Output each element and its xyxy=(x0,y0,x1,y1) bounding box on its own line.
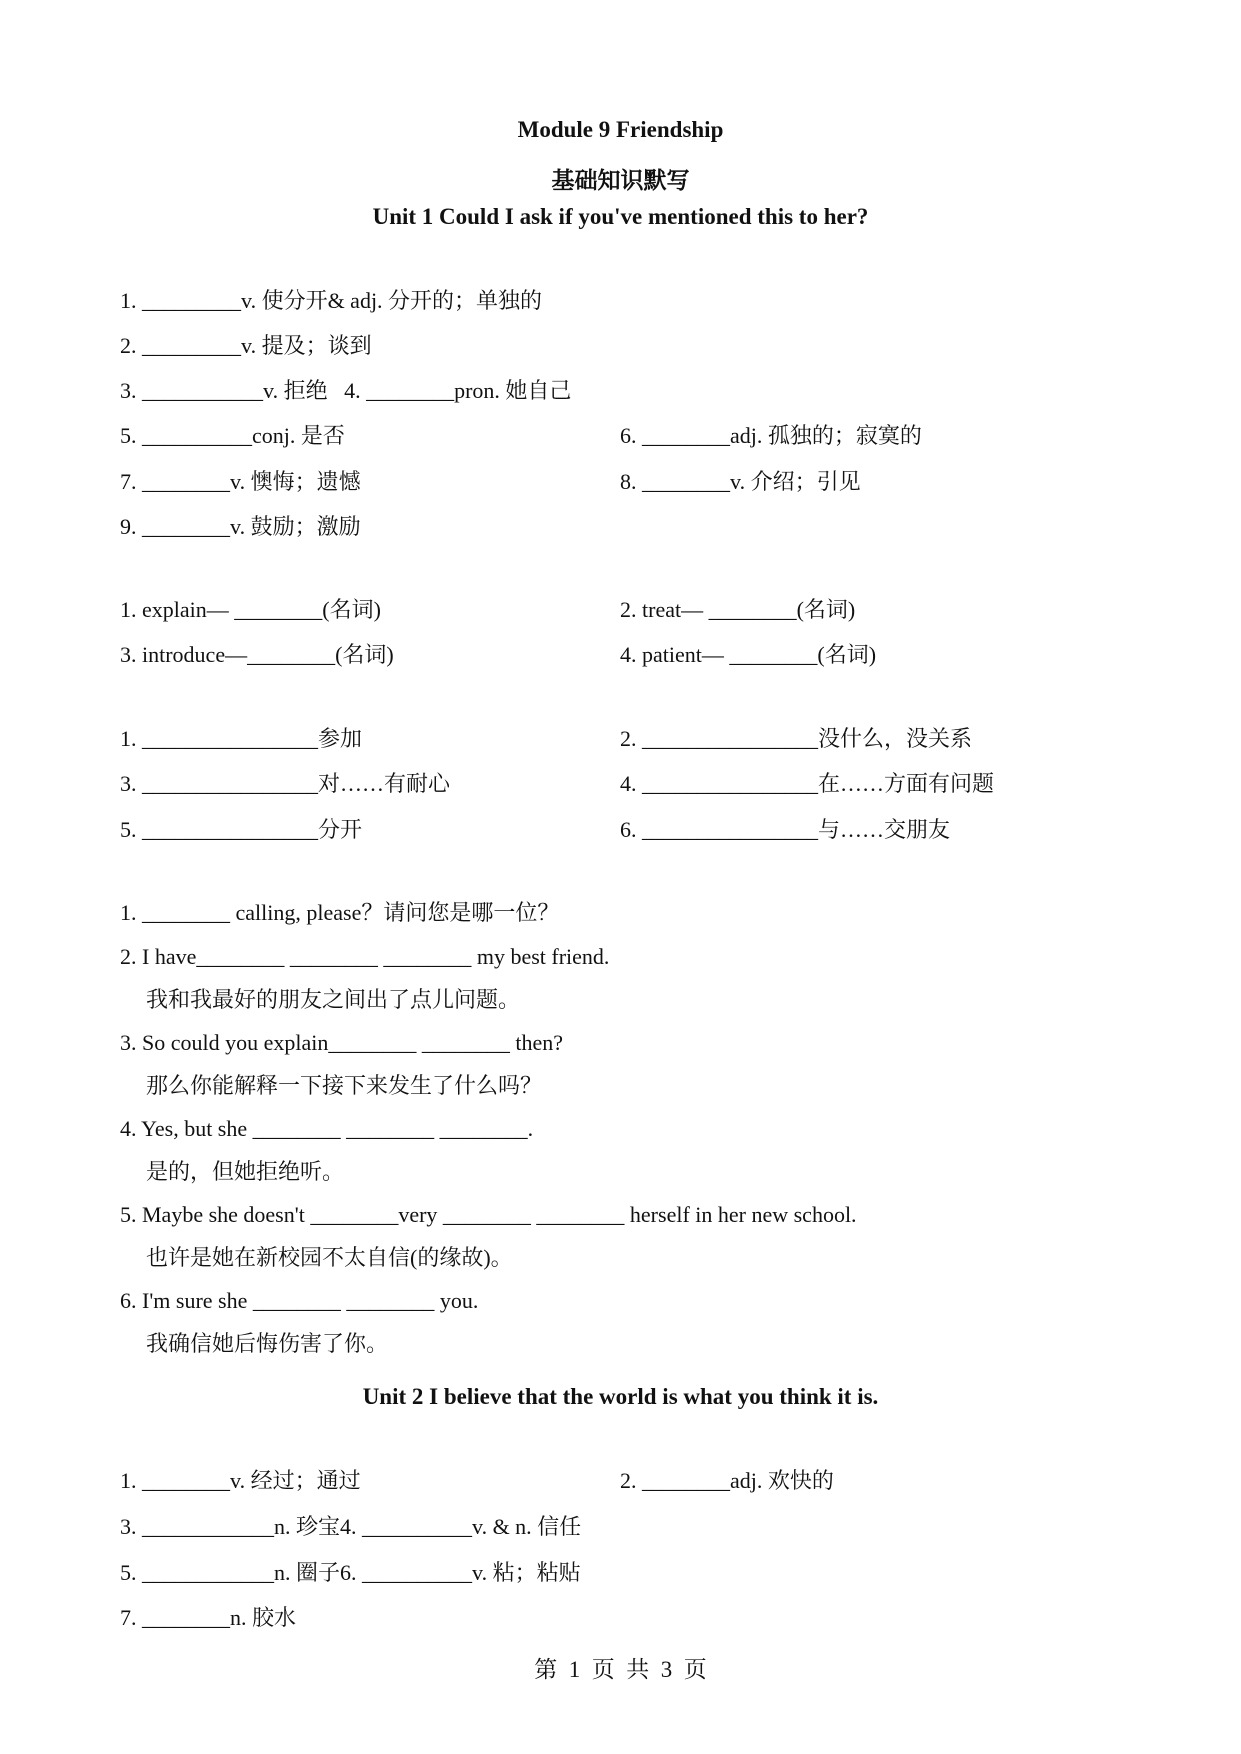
unit1-phrase-item: 2. ________________没什么，没关系 xyxy=(620,726,973,751)
unit1-wordform-item: 1. explain— ________(名词) xyxy=(120,597,381,622)
unit2-vocab-item: 1. ________v. 经过；通过 xyxy=(120,1468,361,1493)
unit1-phrase-item: 6. ________________与……交朋友 xyxy=(620,817,951,842)
unit1-sentence-zh: 我确信她后悔伤害了你。 xyxy=(146,1331,389,1356)
unit2-vocab-item: 3. ____________n. 珍宝4. __________v. & n. 信任 xyxy=(120,1514,582,1539)
unit1-sentence-en: 2. I have________ ________ ________ my best friend. xyxy=(120,944,610,969)
unit1-wordform-item: 4. patient— ________(名词) xyxy=(620,642,877,667)
page-footer: 第 1 页 共 3 页 xyxy=(534,1657,707,1682)
unit1-wordform-item: 2. treat— ________(名词) xyxy=(620,597,856,622)
unit1-sentence-en: 6. I'm sure she ________ ________ you. xyxy=(120,1288,479,1313)
unit1-sentence-en: 3. So could you explain________ ________ then? xyxy=(120,1030,564,1055)
unit1-wordform-item: 3. introduce—________(名词) xyxy=(120,642,394,667)
unit1-sentence-en: 4. Yes, but she ________ ________ ________. xyxy=(120,1116,534,1141)
unit1-phrase-item: 3. ________________对……有耐心 xyxy=(120,771,451,796)
unit2-vocab-item: 5. ____________n. 圈子6. __________v. 粘；粘贴 xyxy=(120,1560,581,1585)
unit2-vocab-item: 2. ________adj. 欢快的 xyxy=(620,1468,834,1493)
unit1-sentence-zh: 是的，但她拒绝听。 xyxy=(146,1159,345,1184)
page-title: Module 9 Friendship xyxy=(517,117,724,142)
unit1-sentence-zh: 我和我最好的朋友之间出了点儿问题。 xyxy=(146,987,521,1012)
unit1-vocab-item: 3. ___________v. 拒绝 4. ________pron. 她自己 xyxy=(120,378,572,403)
unit1-vocab-item: 9. ________v. 鼓励；激励 xyxy=(120,514,361,539)
unit1-vocab-item: 2. _________v. 提及；谈到 xyxy=(120,333,372,358)
unit1-phrase-item: 5. ________________分开 xyxy=(120,817,363,842)
unit1-heading: Unit 1 Could I ask if you've mentioned this to her? xyxy=(372,204,869,229)
unit1-sentence-zh: 那么你能解释一下接下来发生了什么吗？ xyxy=(146,1073,543,1098)
unit1-vocab-item: 6. ________adj. 孤独的；寂寞的 xyxy=(620,423,922,448)
unit1-sentence-zh: 也许是她在新校园不太自信(的缘故)。 xyxy=(146,1245,513,1270)
unit1-sentence-en: 1. ________ calling, please？请问您是哪一位？ xyxy=(120,900,560,925)
unit1-vocab-item: 5. __________conj. 是否 xyxy=(120,423,345,448)
unit1-phrase-item: 4. ________________在……方面有问题 xyxy=(620,771,995,796)
unit1-vocab-item: 1. _________v. 使分开& adj. 分开的；单独的 xyxy=(120,288,543,313)
page-subtitle: 基础知识默写 xyxy=(551,168,690,193)
unit1-vocab-item: 7. ________v. 懊悔；遗憾 xyxy=(120,469,361,494)
unit2-heading: Unit 2 I believe that the world is what you think it is. xyxy=(362,1384,879,1409)
unit1-vocab-item: 8. ________v. 介绍；引见 xyxy=(620,469,861,494)
unit2-vocab-item: 7. ________n. 胶水 xyxy=(120,1605,297,1630)
unit1-sentence-en: 5. Maybe she doesn't ________very ________ ________ herself in her new school. xyxy=(120,1202,857,1227)
unit1-phrase-item: 1. ________________参加 xyxy=(120,726,363,751)
